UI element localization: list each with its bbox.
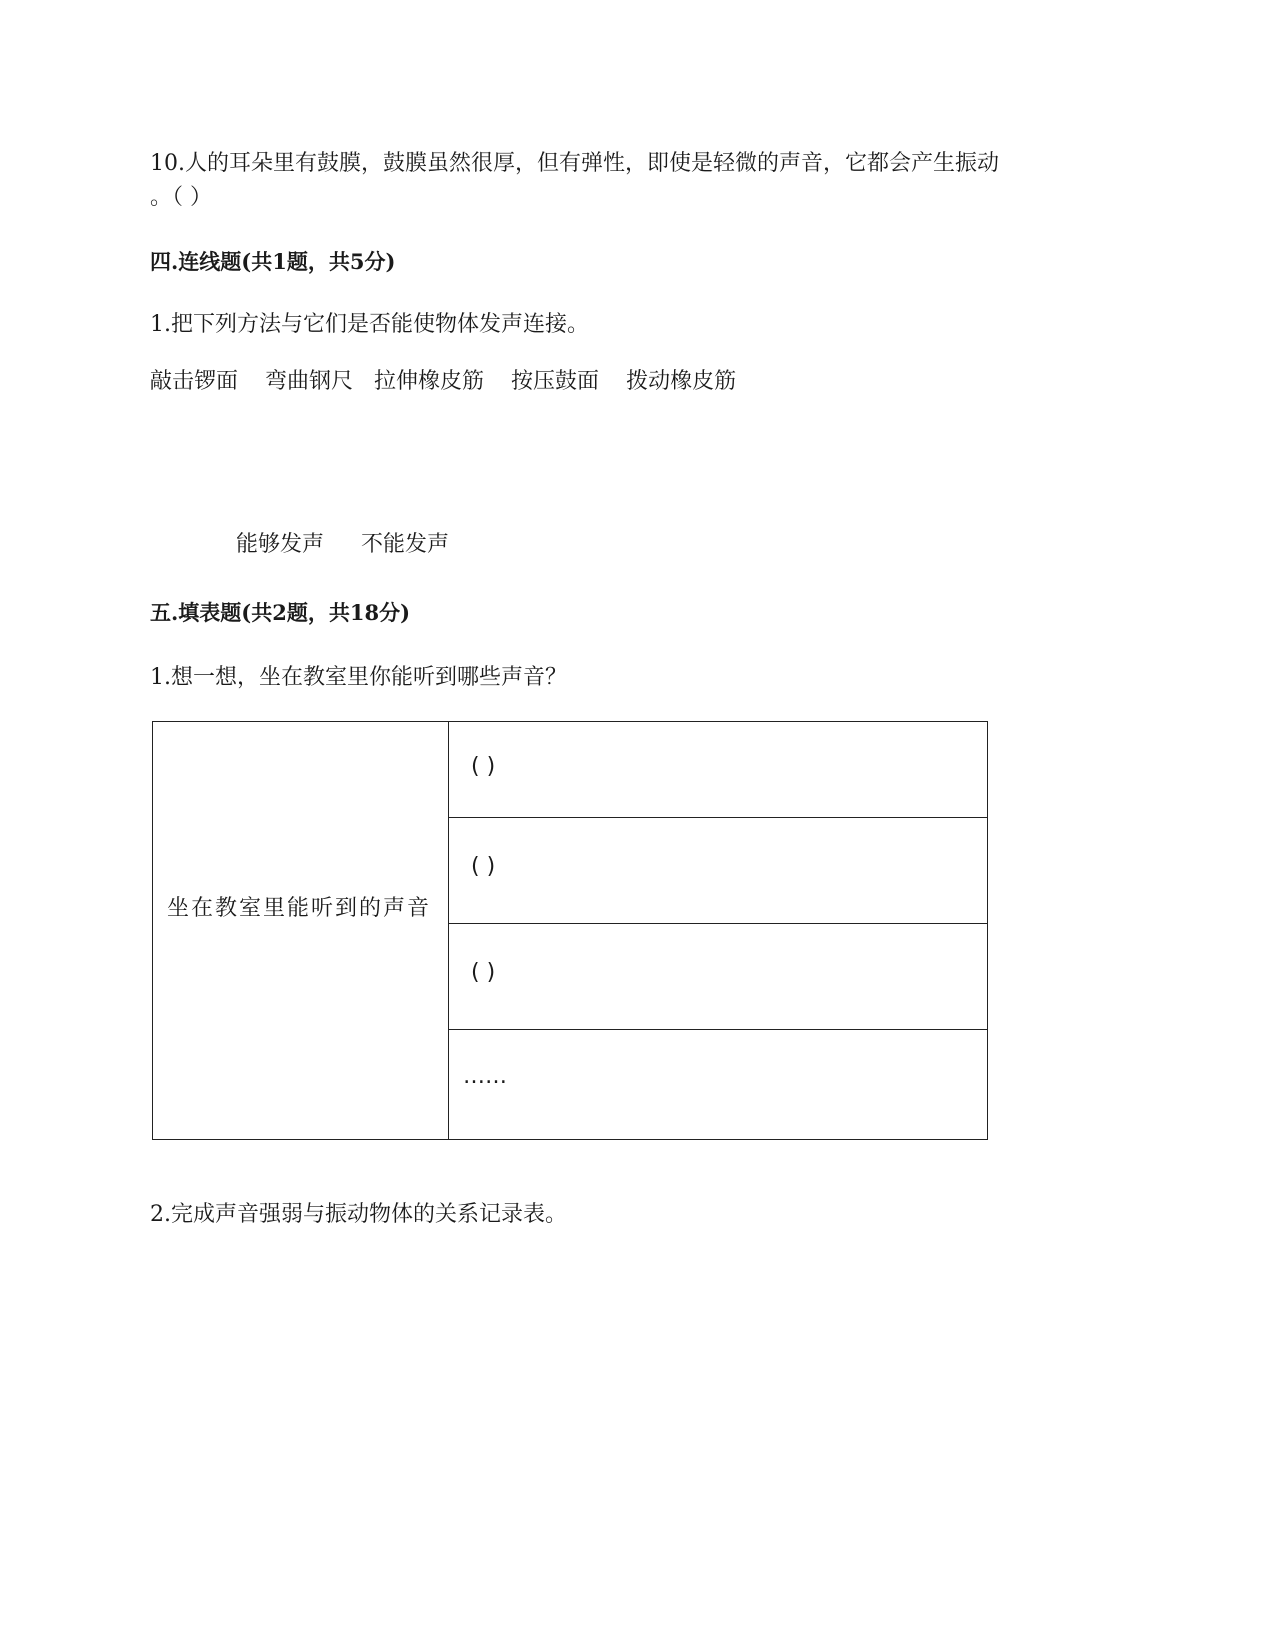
blank-cell-text: ( ) bbox=[471, 854, 496, 879]
method-option: 按压鼓面 bbox=[511, 369, 600, 394]
method-option: 拨动橡皮筋 bbox=[626, 369, 737, 394]
table-row bbox=[449, 924, 987, 1030]
section5-question-2: 2.完成声音强弱与振动物体的关系记录表。 bbox=[150, 1202, 567, 1227]
section5-heading: 五.填表题(共2题，共18分) bbox=[150, 600, 411, 625]
table-left-label: 坐在教室里能听到的声音 bbox=[167, 896, 432, 921]
method-option: 敲击锣面 bbox=[150, 369, 239, 394]
blank-cell-text: ( ) bbox=[471, 960, 496, 985]
q10-line2: 。（ ） bbox=[150, 185, 212, 210]
table-left-cell bbox=[153, 722, 449, 1139]
section4-question-1: 1.把下列方法与它们是否能使物体发声连接。 bbox=[150, 312, 589, 337]
method-options bbox=[150, 367, 736, 397]
sounds-table bbox=[152, 721, 988, 1140]
ellipsis-cell-text: …… bbox=[463, 1064, 507, 1089]
method-option: 弯曲钢尺 bbox=[265, 369, 354, 394]
section5-question-1: 1.想一想，坐在教室里你能听到哪些声音？ bbox=[150, 665, 567, 690]
result-option: 能够发声 bbox=[236, 532, 325, 557]
table-row bbox=[449, 722, 987, 818]
q10-line1: 10.人的耳朵里有鼓膜，鼓膜虽然很厚，但有弹性，即使是轻微的声音，它都会产生振动 bbox=[150, 151, 999, 176]
table-row bbox=[449, 1030, 987, 1138]
section4-heading: 四.连线题(共1题，共5分) bbox=[150, 249, 396, 274]
table-row bbox=[449, 818, 987, 924]
blank-cell-text: ( ) bbox=[471, 754, 496, 779]
result-options bbox=[236, 530, 449, 560]
method-option: 拉伸橡皮筋 bbox=[374, 369, 485, 394]
result-option: 不能发声 bbox=[361, 532, 450, 557]
